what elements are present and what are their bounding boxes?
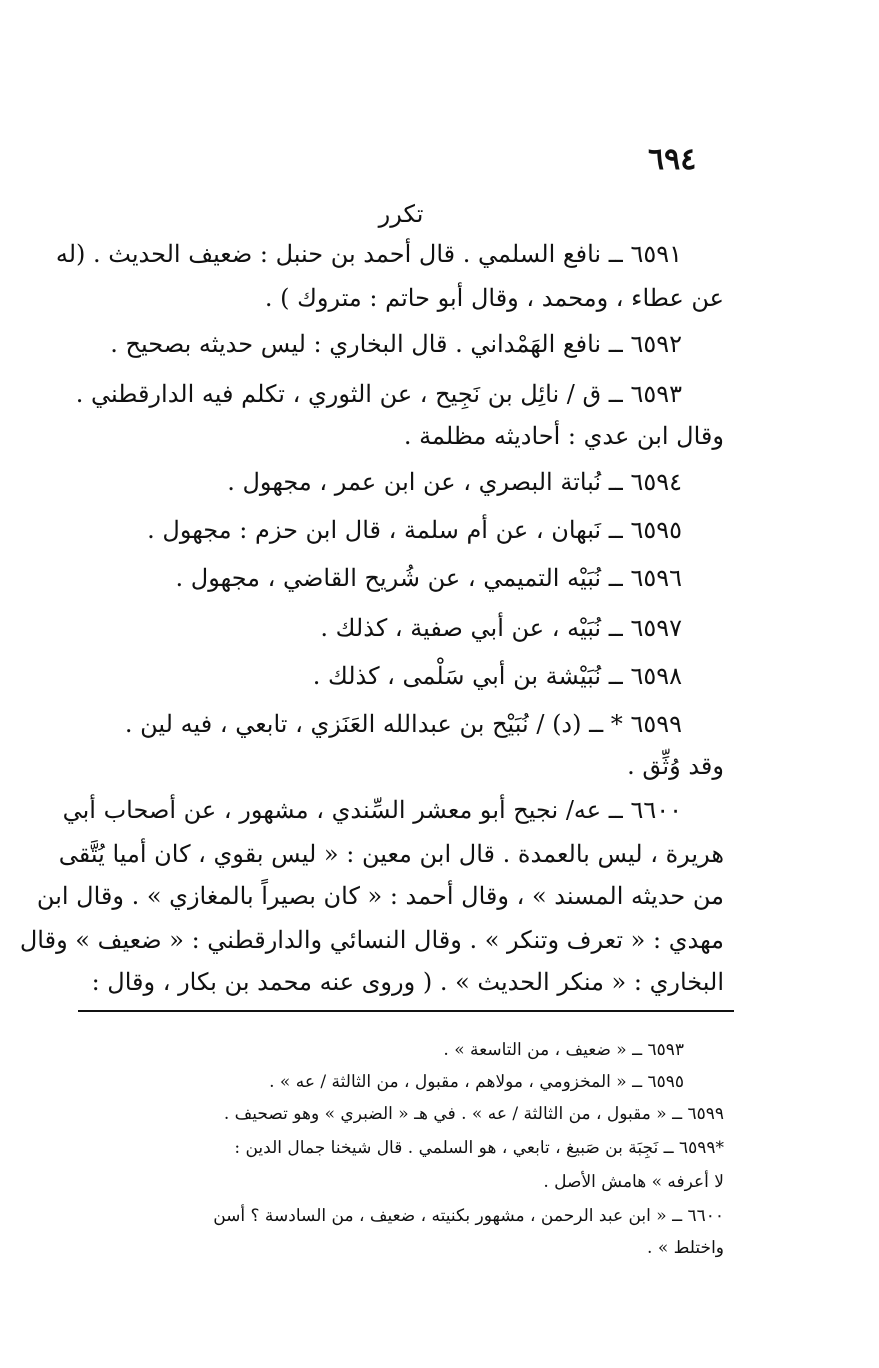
entry-6593-line-2: وقال ابن عدي : أحاديثه مظلمة . [403,422,724,450]
entry-6599-line-1: ٦٥٩٩ * ــ (د) / نُبَيْح بن عبدالله العَنَزي ، تابعي ، فيه لين . [124,710,682,738]
entry-6600-line-5: البخاري : « منكر الحديث » . ( وروى عنه محمد بن بكار ، وقال : [91,968,724,996]
entry-6600-line-2: هريرة ، ليس بالعمدة . قال ابن معين : « ليس بقوي ، كان أميا يُتَّقى [58,840,724,868]
entry-6600-line-1: ٦٦٠٠ ــ عه/ نجيح أبو معشر السِّندي ، مشهور ، عن أصحاب أبي [62,796,682,824]
entry-6596: ٦٥٩٦ ــ نُبَيْه التميمي ، عن شُريح القاضي ، مجهول . [175,564,682,592]
entry-6595: ٦٥٩٥ ــ نَبهان ، عن أم سلمة ، قال ابن حزم : مجهول . [147,516,682,544]
entry-6598: ٦٥٩٨ ــ نُبَيْشة بن أبي سَلْمى ، كذلك . [312,662,682,690]
entry-6591-line-2: عن عطاء ، ومحمد ، وقال أبو حاتم : متروك ) . [264,284,724,312]
footnote-6600-line-2: واختلط » . [647,1238,724,1258]
page-number: ٦٩٤ [648,142,697,177]
heading-continued: تكرر [378,200,424,228]
entry-6597: ٦٥٩٧ ــ نُبَيْه ، عن أبي صفية ، كذلك . [320,614,682,642]
entry-6599-line-2: وقد وُثِّق . [627,752,724,780]
footnote-6599: ٦٥٩٩ ــ « مقبول ، من الثالثة / عه » . في هـ « الضبري » وهو تصحيف . [223,1104,724,1124]
footnote-divider [78,1010,734,1012]
entry-6600-line-3: من حديثه المسند » ، وقال أحمد : « كان بصيراً بالمغازي » . وقال ابن [36,882,724,910]
entry-6600-line-4: مهدي : « تعرف وتنكر » . وقال النسائي والدارقطني : « ضعيف » وقال [19,926,724,954]
footnote-6595: ٦٥٩٥ ــ « المخزومي ، مولاهم ، مقبول ، من الثالثة / عه » . [269,1072,684,1092]
footnote-6593: ٦٥٩٣ ــ « ضعيف ، من التاسعة » . [443,1040,684,1060]
entry-6591-line-1: ٦٥٩١ ــ نافع السلمي . قال أحمد بن حنبل : ضعيف الحديث . (له [55,240,682,268]
footnote-6599-star-line-2: لا أعرفه » هامش الأصل . [543,1172,724,1192]
entry-6593-line-1: ٦٥٩٣ ــ ق / نائِل بن نَجِيح ، عن الثوري ، تكلم فيه الدارقطني . [75,380,682,408]
footnote-6600-line-1: ٦٦٠٠ ــ « ابن عبد الرحمن ، مشهور بكنيته ، ضعيف ، من السادسة ؟ أسن [213,1206,724,1226]
entry-6592: ٦٥٩٢ ــ نافع الهَمْداني . قال البخاري : ليس حديثه بصحيح . [110,330,682,358]
entry-6594: ٦٥٩٤ ــ نُباتة البصري ، عن ابن عمر ، مجهول . [227,468,682,496]
footnote-6599-star-line-1: *٦٥٩٩ ــ نَجِبَة بن صَبيغ ، تابعي ، هو السلمي . قال شيخنا جمال الدين : [234,1138,724,1158]
